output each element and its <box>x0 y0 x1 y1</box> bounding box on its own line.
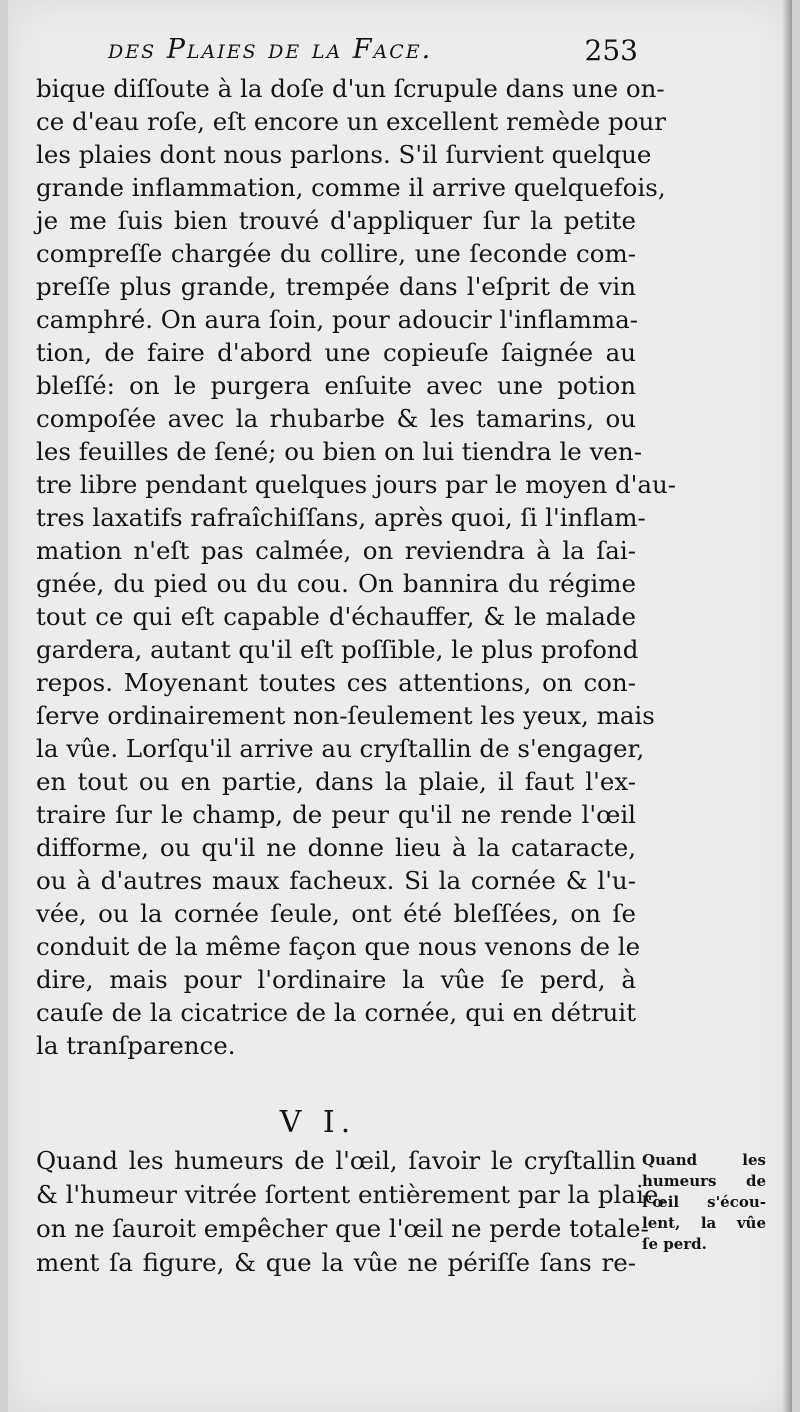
paragraph-1 <box>36 72 677 1062</box>
text-line: la tranſparence. <box>36 1031 236 1060</box>
text-line: compreſſe chargée du collire, une ſeconde com- <box>36 239 636 268</box>
text-line: vée, ou la cornée ſeule, ont été bleſſées, on ſe <box>36 899 636 928</box>
text-line: les plaies dont nous parlons. S'il ſurvient quelque <box>36 140 652 169</box>
text-line: ſerve ordinairement non-ſeulement les yeux, mais <box>36 701 655 730</box>
marginal-line: Quand les <box>642 1151 766 1169</box>
marginal-line: humeurs de <box>642 1172 766 1190</box>
text-line: bleſſé: on le purgera enſuite avec une potion <box>36 371 636 400</box>
text-line: traire ſur le champ, de peur qu'il ne rende l'œil <box>36 800 636 829</box>
running-title: des Plaies de la Face. <box>108 34 433 65</box>
text-line: ment ſa figure, & que la vûe ne périſſe ſans re- <box>36 1248 636 1277</box>
marginal-line: l'œil s'écou- <box>642 1193 766 1211</box>
book-page <box>8 0 792 1412</box>
text-line: & l'humeur vitrée ſortent entièrement par la plaie, <box>36 1180 667 1209</box>
text-line: ce d'eau roſe, eſt encore un excellent remède pour <box>36 107 666 136</box>
page-edge-shadow <box>782 0 792 1412</box>
text-line: Quand les humeurs de l'œil, ſavoir le cryſtallin <box>36 1146 636 1175</box>
text-line: gardera, autant qu'il eſt poſſible, le plus profond <box>36 635 639 664</box>
text-line: preſſe plus grande, trempée dans l'eſprit de vin <box>36 272 636 301</box>
text-line: mation n'eſt pas calmée, on reviendra à la ſai- <box>36 536 636 565</box>
marginal-line: ſe perd. <box>642 1235 707 1253</box>
text-line: gnée, du pied ou du cou. On bannira du régime <box>36 569 636 598</box>
marginal-note <box>642 1150 766 1255</box>
section-heading: V I. <box>279 1105 357 1140</box>
text-line: cauſe de la cicatrice de la cornée, qui en détruit <box>36 998 636 1027</box>
text-line: grande inflammation, comme il arrive quelquefois, <box>36 173 666 202</box>
text-line: tion, de faire d'abord une copieuſe ſaignée au <box>36 338 636 367</box>
text-line: tres laxatifs rafraîchiſſans, après quoi, ſi l'inflam- <box>36 503 646 532</box>
text-line: les feuilles de ſené; ou bien on lui tiendra le ven- <box>36 437 642 466</box>
marginal-line: lent, la vûe <box>642 1214 766 1232</box>
paragraph-2 <box>36 1144 667 1280</box>
text-line: je me ſuis bien trouvé d'appliquer ſur la petite <box>36 206 636 235</box>
text-line: conduit de la même façon que nous venons de le <box>36 932 641 961</box>
text-line: en tout ou en partie, dans la plaie, il faut l'ex- <box>36 767 636 796</box>
text-line: compoſée avec la rhubarbe & les tamarins, ou <box>36 404 636 433</box>
text-line: repos. Moyenant toutes ces attentions, on con- <box>36 668 636 697</box>
page-number: 253 <box>584 34 638 67</box>
text-line: camphré. On aura ſoin, pour adoucir l'inflamma- <box>36 305 639 334</box>
text-line: bique diſſoute à la doſe d'un ſcrupule dans une on- <box>36 74 665 103</box>
text-line: dire, mais pour l'ordinaire la vûe ſe perd, à <box>36 965 636 994</box>
text-line: difforme, ou qu'il ne donne lieu à la cataracte, <box>36 833 636 862</box>
text-line: ou à d'autres maux facheux. Si la cornée & l'u- <box>36 866 636 895</box>
text-line: on ne ſauroit empêcher que l'œil ne perde totale- <box>36 1214 649 1243</box>
text-line: tre libre pendant quelques jours par le moyen d'au- <box>36 470 677 499</box>
page-header <box>108 34 638 74</box>
text-line: la vûe. Lorſqu'il arrive au cryſtallin de s'engager, <box>36 734 645 763</box>
text-line: tout ce qui eſt capable d'échauffer, & le malade <box>36 602 636 631</box>
